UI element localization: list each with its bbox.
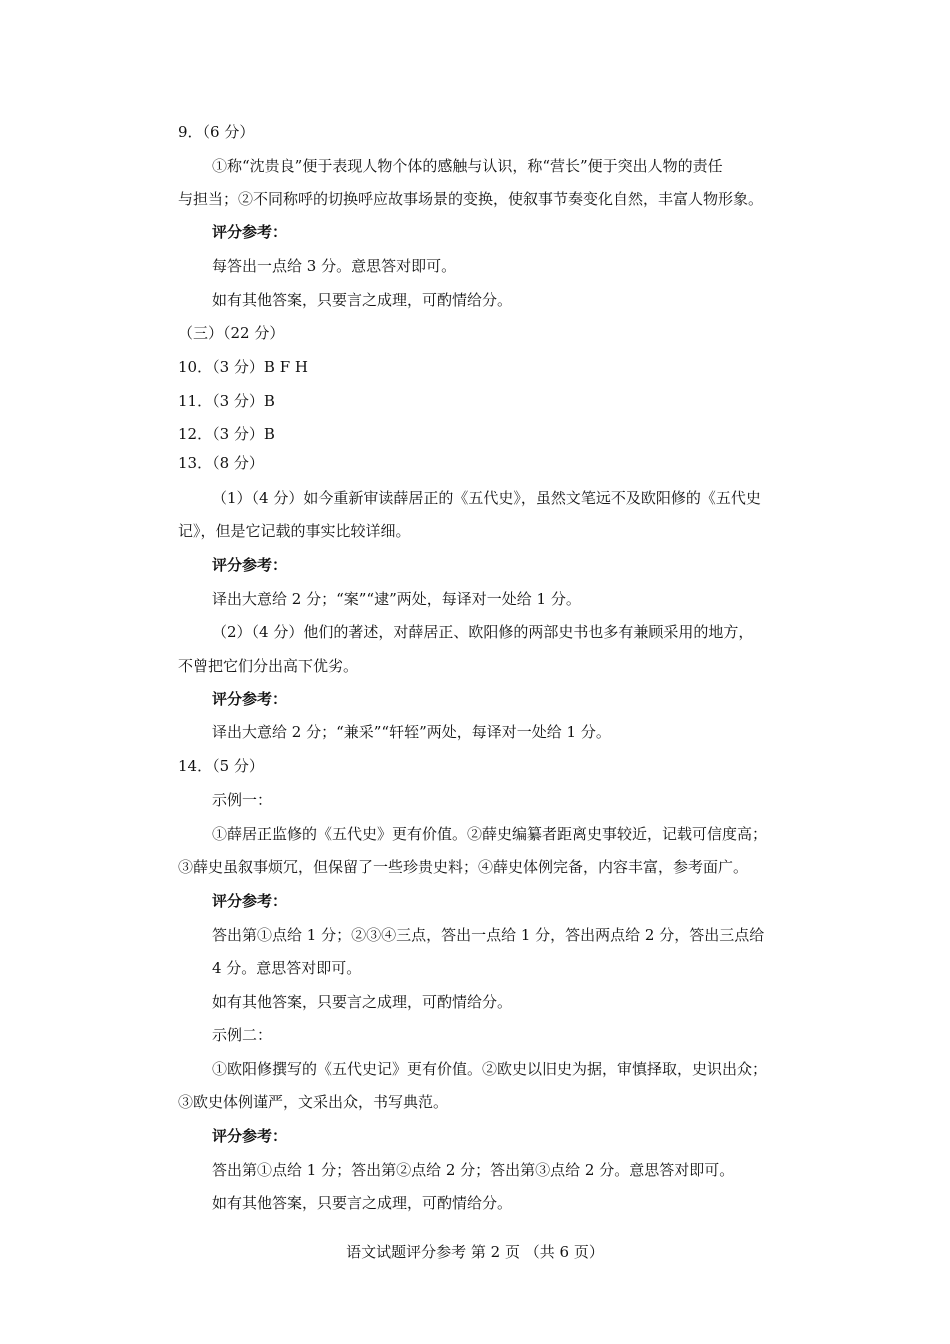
q13-part2-line-1: （2）（4 分）他们的著述，对薛居正、欧阳修的两部史书也多有兼顾采用的地方， xyxy=(212,623,754,641)
q13-part2-line-2: 不曾把它们分出高下优劣。 xyxy=(178,657,359,675)
q9-rubric-line-2: 如有其他答案，只要言之成理，可酌情给分。 xyxy=(212,291,513,309)
section-3-heading: （三）（22 分） xyxy=(178,324,285,342)
q14-heading: 14．（5 分） xyxy=(178,757,264,775)
q14-rubric1-line-2: 4 分。意思答对即可。 xyxy=(212,959,362,977)
q14-example1-line-1: ①薛居正监修的《五代史》更有价值。②薛史编纂者距离史事较近，记载可信度高； xyxy=(212,825,768,843)
q13-heading: 13．（8 分） xyxy=(178,454,264,472)
q14-rubric-label-1: 评分参考： xyxy=(212,892,288,910)
q14-rubric1-line-1: 答出第①点给 1 分；②③④三点，答出一点给 1 分，答出两点给 2 分，答出三点给 xyxy=(212,926,765,944)
q14-example2-line-1: ①欧阳修撰写的《五代史记》更有价值。②欧史以旧史为据，审慎择取，史识出众； xyxy=(212,1060,768,1078)
q14-example1-label: 示例一： xyxy=(212,791,273,809)
page-footer: 语文试题评分参考 第 2 页 （共 6 页） xyxy=(346,1243,604,1261)
q9-answer-line-1: ①称“沈贵良”便于表现人物个体的感触与认识，称“营长”便于突出人物的责任 xyxy=(212,157,723,175)
q14-example2-label: 示例二： xyxy=(212,1026,273,1044)
q14-rubric2-line-2: 如有其他答案，只要言之成理，可酌情给分。 xyxy=(212,1194,513,1212)
q13-rubric-label-1: 评分参考： xyxy=(212,556,288,574)
q12-answer: 12．（3 分）B xyxy=(178,425,275,443)
q14-example2-line-2: ③欧史体例谨严，文采出众，书写典范。 xyxy=(178,1093,449,1111)
q10-answer: 10．（3 分）B F H xyxy=(178,358,308,376)
q9-rubric-line-1: 每答出一点给 3 分。意思答对即可。 xyxy=(212,257,457,275)
q13-rubric-2: 译出大意给 2 分；“兼采”“轩轾”两处，每译对一处给 1 分。 xyxy=(212,723,611,741)
q14-rubric2-line-1: 答出第①点给 1 分；答出第②点给 2 分；答出第③点给 2 分。意思答对即可。 xyxy=(212,1161,735,1179)
q13-rubric-1: 译出大意给 2 分；“案”“逮”两处，每译对一处给 1 分。 xyxy=(212,590,581,608)
q13-part1-line-1: （1）（4 分）如今重新审读薛居正的《五代史》，虽然文笔远不及欧阳修的《五代史 xyxy=(212,489,761,507)
q14-example1-line-2: ③薛史虽叙事烦冗，但保留了一些珍贵史料；④薛史体例完备，内容丰富，参考面广。 xyxy=(178,858,749,876)
q11-answer: 11．（3 分）B xyxy=(178,392,275,410)
q14-rubric1-line-3: 如有其他答案，只要言之成理，可酌情给分。 xyxy=(212,993,513,1011)
q14-rubric-label-2: 评分参考： xyxy=(212,1127,288,1145)
q9-answer-line-2: 与担当；②不同称呼的切换呼应故事场景的变换，使叙事节奏变化自然，丰富人物形象。 xyxy=(178,190,764,208)
q13-part1-line-2: 记》，但是它记载的事实比较详细。 xyxy=(178,522,411,540)
q13-rubric-label-2: 评分参考： xyxy=(212,690,288,708)
q9-rubric-label: 评分参考： xyxy=(212,223,288,241)
q9-heading: 9．（6 分） xyxy=(178,123,255,141)
